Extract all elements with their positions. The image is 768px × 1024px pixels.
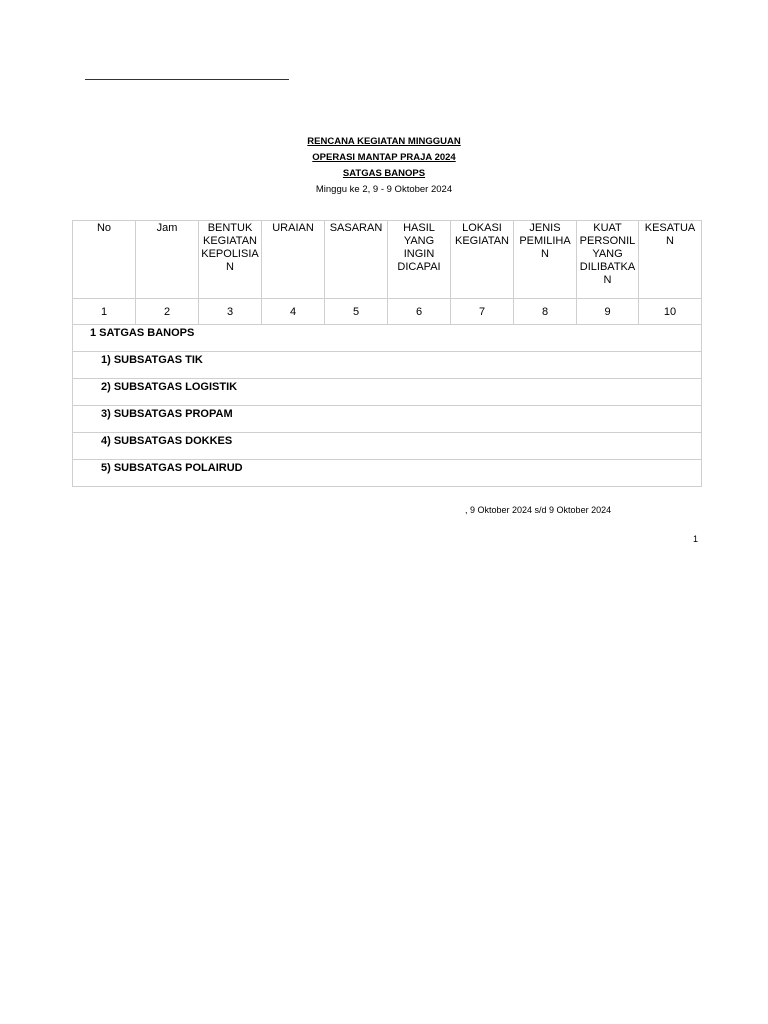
document-header [0, 134, 768, 198]
col-header-no: No [73, 221, 136, 299]
column-number: 10 [639, 299, 702, 325]
column-number: 2 [136, 299, 199, 325]
column-number-row [73, 299, 702, 325]
col-header-jenis-pemilihan: JENIS PEMILIHAN [514, 221, 577, 299]
col-header-uraian: URAIAN [262, 221, 325, 299]
column-number: 1 [73, 299, 136, 325]
subsection-row [73, 352, 702, 379]
column-number: 9 [577, 299, 639, 325]
column-number: 4 [262, 299, 325, 325]
section-row [73, 325, 702, 352]
col-header-lokasi: LOKASI KEGIATAN [451, 221, 514, 299]
col-header-hasil: HASIL YANG INGIN DICAPAI [388, 221, 451, 299]
subsection-row [73, 379, 702, 406]
subsection-row [73, 460, 702, 487]
activity-table [72, 220, 702, 487]
column-number: 3 [199, 299, 262, 325]
subsection-title: 1) SUBSATGAS TIK [73, 352, 702, 379]
signature-line [85, 79, 289, 80]
subsection-title: 3) SUBSATGAS PROPAM [73, 406, 702, 433]
doc-title: RENCANA KEGIATAN MINGGUAN [307, 136, 461, 147]
task-force-name: SATGAS BANOPS [342, 168, 426, 179]
subsection-row [73, 433, 702, 460]
table-header-row [73, 221, 702, 299]
operation-name: OPERASI MANTAP PRAJA 2024 [312, 152, 456, 163]
subsection-title: 4) SUBSATGAS DOKKES [73, 433, 702, 460]
subsection-title: 2) SUBSATGAS LOGISTIK [73, 379, 702, 406]
column-number: 8 [514, 299, 577, 325]
subsection-title: 5) SUBSATGAS POLAIRUD [73, 460, 702, 487]
col-header-sasaran: SASARAN [325, 221, 388, 299]
col-header-kesatuan: KESATUAN [639, 221, 702, 299]
page-number: 1 [693, 534, 699, 544]
week-range: Minggu ke 2, 9 - 9 Oktober 2024 [315, 184, 453, 195]
subsection-row [73, 406, 702, 433]
column-number: 7 [451, 299, 514, 325]
section-title: 1 SATGAS BANOPS [73, 325, 702, 352]
col-header-kuat-personil: KUAT PERSONIL YANG DILIBATKAN [577, 221, 639, 299]
footer-date-range: , 9 Oktober 2024 s/d 9 Oktober 2024 [465, 505, 612, 515]
col-header-jam: Jam [136, 221, 199, 299]
col-header-bentuk-kegiatan: BENTUK KEGIATAN KEPOLISIAN [199, 221, 262, 299]
column-number: 5 [325, 299, 388, 325]
column-number: 6 [388, 299, 451, 325]
